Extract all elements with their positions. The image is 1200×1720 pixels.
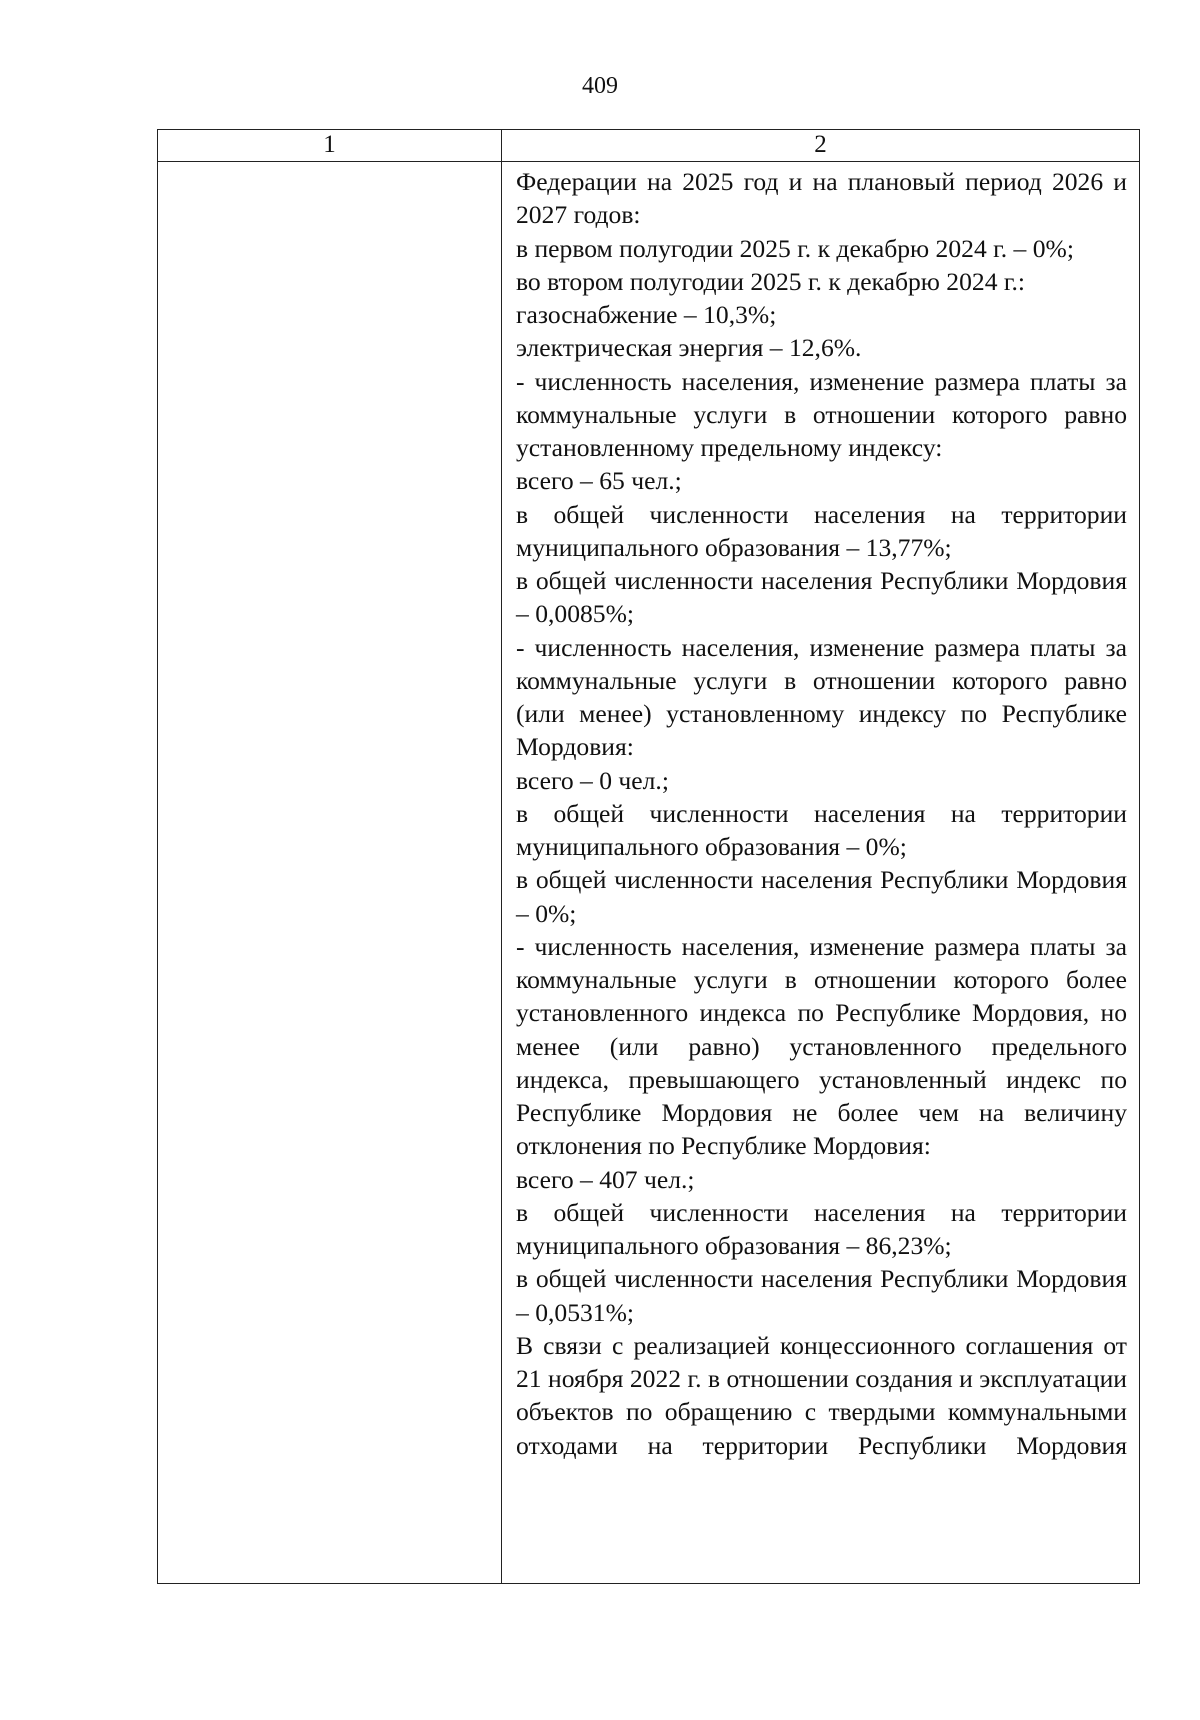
paragraph: в общей численности населения на территории муниципального образования – 0%;: [516, 798, 1127, 861]
table-row: [158, 162, 1140, 1584]
table-header-row: [158, 130, 1140, 162]
paragraph: в общей численности населения Республики Мордовия – 0,0531%;: [516, 1264, 1127, 1327]
right-cell-content: [502, 162, 1140, 1584]
column-header-1: 1: [158, 130, 502, 162]
paragraph: всего – 0 чел.;: [516, 765, 669, 795]
paragraph: в общей численности населения на территории муниципального образования – 86,23%;: [516, 1197, 1127, 1260]
cell-text: [502, 162, 1139, 1462]
paragraph: - численность населения, изменение размера платы за коммунальные услуги в отношении которого равно (или менее) установленному индексу по Республике Мордовия:: [516, 632, 1127, 762]
document-table: [157, 129, 1140, 1584]
paragraph: всего – 407 чел.;: [516, 1164, 695, 1194]
paragraph: в общей численности населения Республики Мордовия – 0%;: [516, 865, 1127, 928]
paragraph: всего – 65 чел.;: [516, 466, 682, 496]
paragraph: В связи с реализацией концессионного соглашения от 21 ноября 2022 г. в отношении создания и эксплуатации объектов по обращению с твердыми коммунальными отходами на территории Республики Мордовия: [516, 1330, 1127, 1460]
column-header-2: 2: [502, 130, 1140, 162]
paragraph: - численность населения, изменение размера платы за коммунальные услуги в отношении которого равно установленному предельному индексу:: [516, 366, 1127, 462]
paragraph: Федерации на 2025 год и на плановый период 2026 и 2027 годов:: [516, 167, 1127, 230]
paragraph: газоснабжение – 10,3%;: [516, 300, 777, 329]
paragraph: в общей численности населения Республики Мордовия – 0,0085%;: [516, 566, 1127, 629]
paragraph: - численность населения, изменение размера платы за коммунальные услуги в отношении которого более установленного индекса по Республике Мордовия, но менее (или равно) установленного предельного индекса, превышающего установленный индекс по Республике Мордовия не более чем на величину отклонения по Республике Мордовия:: [516, 931, 1127, 1161]
left-cell-empty: [158, 162, 502, 1584]
paragraph: в общей численности населения на территории муниципального образования – 13,77%;: [516, 499, 1127, 562]
paragraph: электрическая энергия – 12,6%.: [516, 333, 862, 363]
page-number: 409: [582, 73, 618, 99]
paragraph: во втором полугодии 2025 г. к декабрю 2024 г.:: [516, 266, 1026, 296]
paragraph: в первом полугодии 2025 г. к декабрю 2024 г. – 0%;: [516, 233, 1074, 263]
